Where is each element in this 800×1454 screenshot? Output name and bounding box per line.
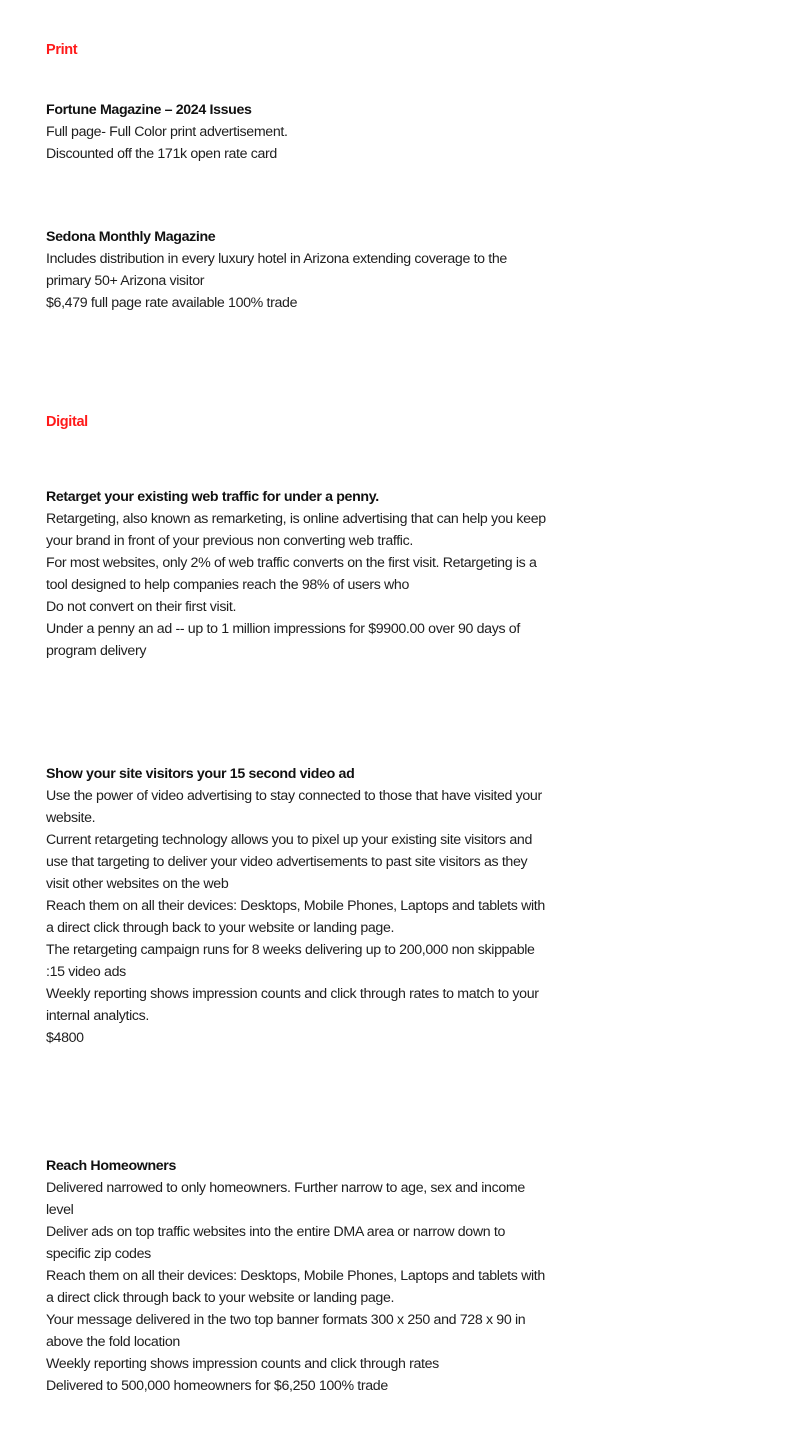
- ad-description-line: Retargeting, also known as remarketing, is online advertising that can help you keep: [46, 511, 546, 527]
- ad-description-line: internal analytics.: [46, 1008, 149, 1024]
- ad-description-line: Includes distribution in every luxury hotel in Arizona extending coverage to the: [46, 251, 507, 267]
- section-heading-print: Print: [46, 42, 78, 58]
- ad-description-line: tool designed to help companies reach the 98% of users who: [46, 577, 410, 593]
- ad-title: Retarget your existing web traffic for under a penny.: [46, 489, 379, 505]
- ad-description-line: Full page- Full Color print advertisement.: [46, 124, 288, 140]
- ad-description-line: Use the power of video advertising to stay connected to those that have visited your: [46, 788, 542, 804]
- ad-description-line: Deliver ads on top traffic websites into the entire DMA area or narrow down to: [46, 1224, 505, 1240]
- ad-description-line: The retargeting campaign runs for 8 weeks delivering up to 200,000 non skippable: [46, 942, 535, 958]
- ad-description-line: Your message delivered in the two top banner formats 300 x 250 and 728 x 90 in: [46, 1312, 526, 1328]
- ad-price-line: Under a penny an ad -- up to 1 million impressions for $9900.00 over 90 days of: [46, 621, 520, 637]
- ad-description-line: Reach them on all their devices: Desktops, Mobile Phones, Laptops and tablets with: [46, 898, 545, 914]
- ad-description-line: Weekly reporting shows impression counts and click through rates: [46, 1356, 439, 1372]
- ad-description-line: level: [46, 1202, 74, 1218]
- ad-description-line: website.: [46, 810, 96, 826]
- ad-description-line: above the fold location: [46, 1334, 180, 1350]
- ad-description-line: Current retargeting technology allows you to pixel up your existing site visitors and: [46, 832, 532, 848]
- ad-block-retargeting: [46, 486, 766, 662]
- ad-description-line: primary 50+ Arizona visitor: [46, 273, 205, 289]
- ad-description-line: a direct click through back to your website or landing page.: [46, 920, 395, 936]
- section-heading-digital: Digital: [46, 414, 88, 430]
- ad-block-fortune-magazine: [46, 99, 766, 165]
- ad-title: Show your site visitors your 15 second video ad: [46, 766, 355, 782]
- ad-description-line: Weekly reporting shows impression counts and click through rates to match to your: [46, 986, 539, 1002]
- ad-description-line: Discounted off the 171k open rate card: [46, 146, 277, 162]
- ad-description-line: For most websites, only 2% of web traffic converts on the first visit. Retargeting is a: [46, 555, 537, 571]
- ad-description-line: visit other websites on the web: [46, 876, 229, 892]
- ad-description-line: Reach them on all their devices: Desktops, Mobile Phones, Laptops and tablets with: [46, 1268, 545, 1284]
- ad-title: Fortune Magazine – 2024 Issues: [46, 102, 252, 118]
- ad-price-line: $6,479 full page rate available 100% trade: [46, 295, 298, 311]
- ad-description-line: Delivered narrowed to only homeowners. Further narrow to age, sex and income: [46, 1180, 525, 1196]
- ad-title: Sedona Monthly Magazine: [46, 229, 216, 245]
- ad-description-line: your brand in front of your previous non converting web traffic.: [46, 533, 413, 549]
- ad-block-sedona-monthly: [46, 226, 766, 314]
- ad-title: Reach Homeowners: [46, 1158, 177, 1174]
- ad-block-reach-homeowners: [46, 1155, 766, 1397]
- ad-price-line: $4800: [46, 1030, 84, 1046]
- ad-description-line: :15 video ads: [46, 964, 126, 980]
- ad-block-video-retargeting: [46, 763, 766, 1049]
- ad-description-line: program delivery: [46, 643, 147, 659]
- ad-description-line: Do not convert on their first visit.: [46, 599, 237, 615]
- ad-description-line: use that targeting to deliver your video advertisements to past site visitors as they: [46, 854, 528, 870]
- ad-description-line: a direct click through back to your website or landing page.: [46, 1290, 395, 1306]
- ad-description-line: specific zip codes: [46, 1246, 151, 1262]
- ad-price-line: Delivered to 500,000 homeowners for $6,250 100% trade: [46, 1378, 388, 1394]
